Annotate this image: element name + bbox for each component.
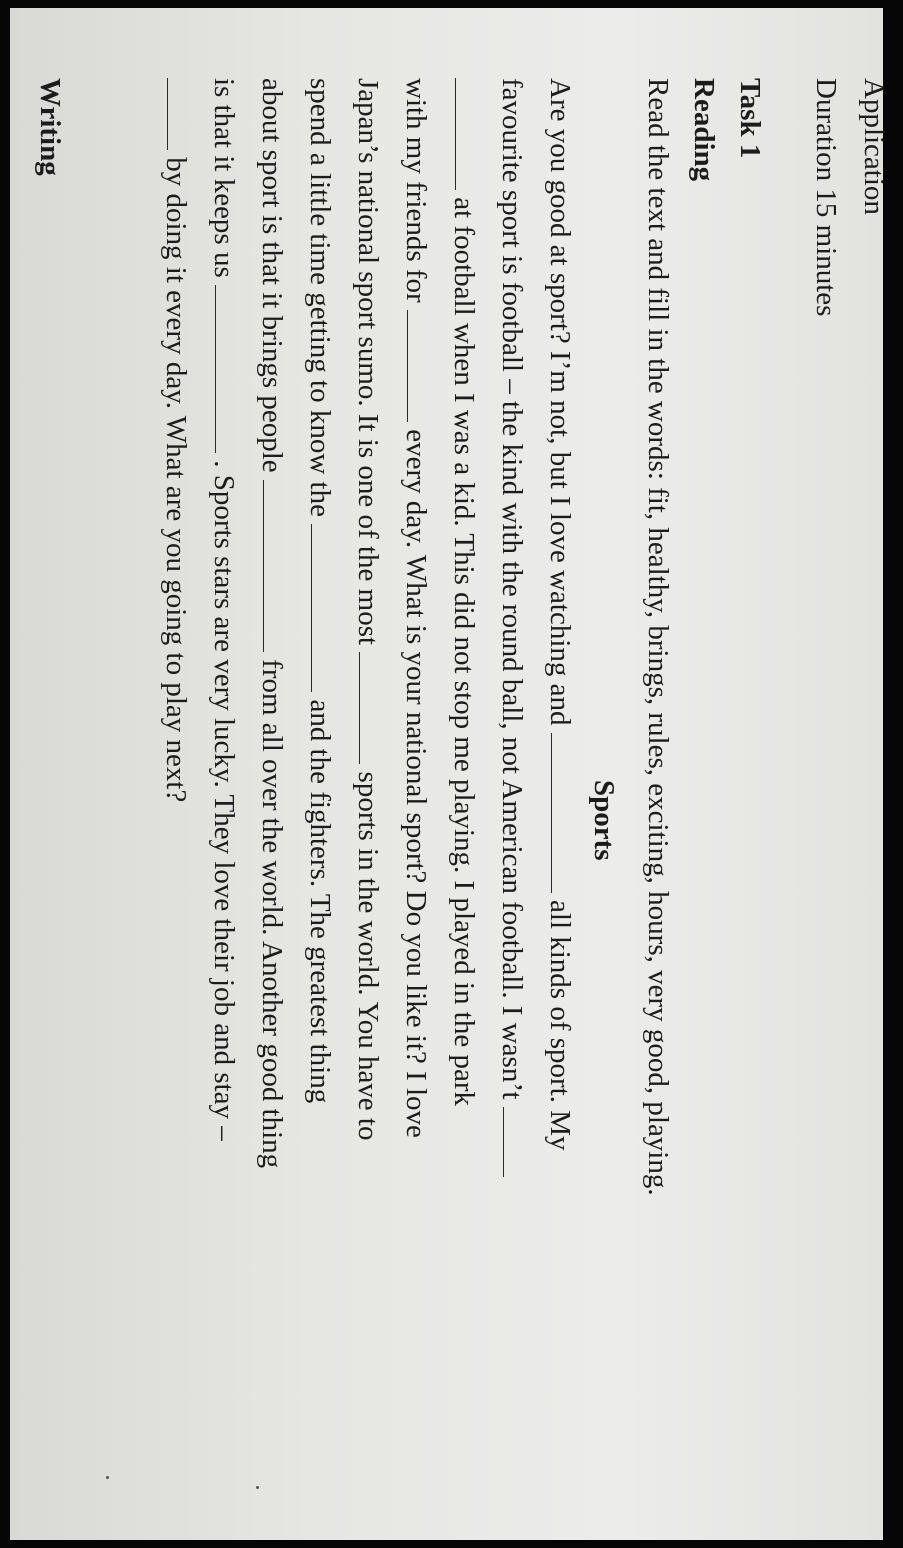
text-segment: by doing it every day. What are you going to play next? (160, 157, 192, 803)
article-line-5 (351, 78, 385, 1141)
article-line-2 (495, 78, 529, 1177)
answer-blank-5[interactable] (311, 524, 336, 692)
text-segment: spend a little time getting to know the (304, 78, 336, 517)
task-title: Task 1 (734, 78, 766, 159)
text-segment: sports in the world. You have to (352, 771, 384, 1141)
answer-blank-6[interactable] (263, 480, 288, 652)
text-segment: every day. What is your national sport? Do you like it? I love (400, 429, 432, 1138)
answer-blank-7[interactable] (215, 285, 240, 453)
answer-blank-4[interactable] (359, 652, 384, 764)
text-segment: all kinds of sport. My (544, 900, 576, 1151)
text-segment: at football when I was a kid. This did not stop me playing. I played in the park (448, 197, 480, 1107)
application-label: Application (858, 78, 890, 215)
text-segment: Are you good at sport? I’m not, but I love watching and (544, 78, 576, 726)
article-line-7 (255, 78, 289, 1168)
text-segment: Japan’s national sport sumo. It is one of the most (352, 78, 384, 646)
answer-blank-8[interactable] (167, 78, 192, 150)
answer-blank-3[interactable] (407, 310, 432, 422)
article-line-9 (159, 78, 193, 802)
text-segment: with my friends for (400, 78, 432, 303)
text-segment: is that it keeps us (208, 78, 240, 278)
text-segment: about sport is that it brings people (256, 78, 288, 473)
article-title: Sports (588, 780, 620, 861)
text-segment: and the fighters. The greatest thing (304, 699, 336, 1104)
answer-blank-2-cont[interactable] (455, 78, 480, 190)
answer-blank-2[interactable] (503, 1107, 528, 1177)
article-line-3 (447, 78, 481, 1106)
writing-heading: Writing (34, 78, 66, 176)
article-line-4 (399, 78, 433, 1138)
text-segment: from all over the world. Another good thing (256, 659, 288, 1169)
text-segment: favourite sport is football – the kind with the round ball, not American football. I wasn’t (496, 78, 528, 1100)
duration-label: Duration 15 minutes (810, 78, 842, 317)
article-line-6 (303, 78, 337, 1103)
worksheet-page (10, 8, 890, 1540)
reading-heading: Reading (688, 78, 720, 182)
text-segment: . Sports stars are very lucky. They love their job and stay – (208, 460, 240, 1141)
article-line-8 (207, 78, 241, 1141)
rotated-text-block (10, 8, 890, 1540)
answer-blank-1[interactable] (551, 733, 576, 893)
article-line-1 (543, 78, 577, 1151)
instruction-text: Read the text and fill in the words: fit, healthy, brings, rules, exciting, hours, very good, playing. (642, 78, 674, 1196)
